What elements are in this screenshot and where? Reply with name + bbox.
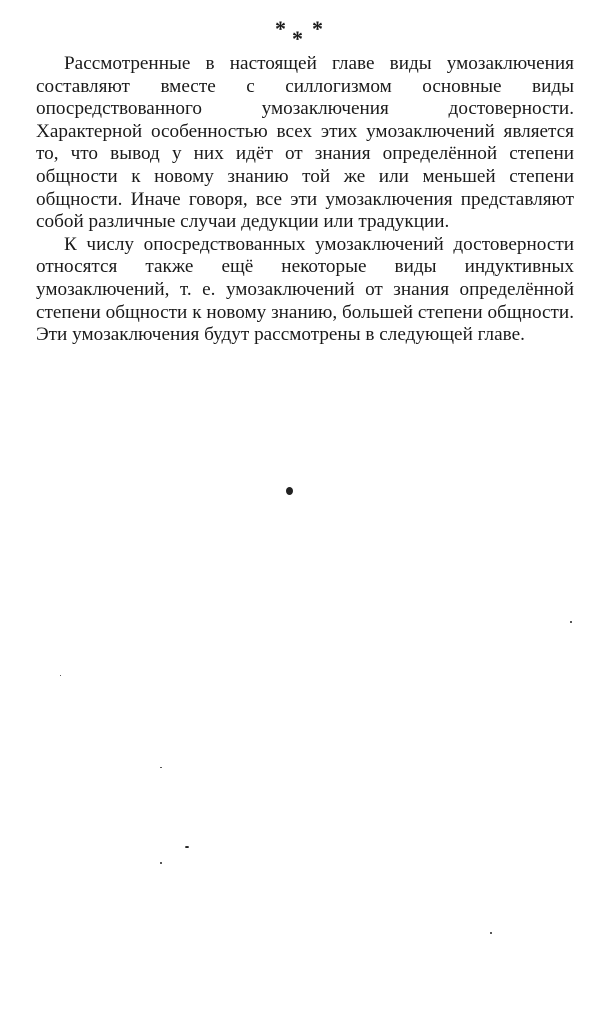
asterisk-glyph: *: [275, 16, 286, 41]
asterisk-glyph: *: [312, 16, 323, 41]
scan-speck: [286, 487, 293, 495]
scan-speck: [60, 675, 61, 676]
paragraph-1: Рассмотренные в настоящей главе виды умозаключения составляют вместе с силлогизмом основные виды опосредствованного умозаключения достоверности. Характерной особенностью всех этих умозаключений является то, что вывод у них идёт от знания определённой степени общности к новому знанию той же или меньшей степени общности. Иначе говоря, все эти умозаключения представляют собой различные случаи дедукции или традукции.: [36, 53, 574, 233]
section-separator-asterism: [0, 14, 600, 51]
scan-speck: [185, 846, 189, 848]
scan-speck: [160, 862, 162, 864]
body-text: [36, 53, 574, 347]
scan-speck: [490, 932, 492, 934]
paragraph-2: К числу опосредствованных умозаключений достоверности относятся также ещё некоторые виды индуктивных умозаключений, т. е. умозаключений от знания определённой степени общности к новому знанию, большей степени общности. Эти умозаключения будут рассмотрены в следующей главе.: [36, 233, 574, 346]
asterisk-glyph: *: [292, 26, 303, 51]
scan-speck: [570, 621, 572, 623]
scan-speck: [160, 767, 162, 768]
